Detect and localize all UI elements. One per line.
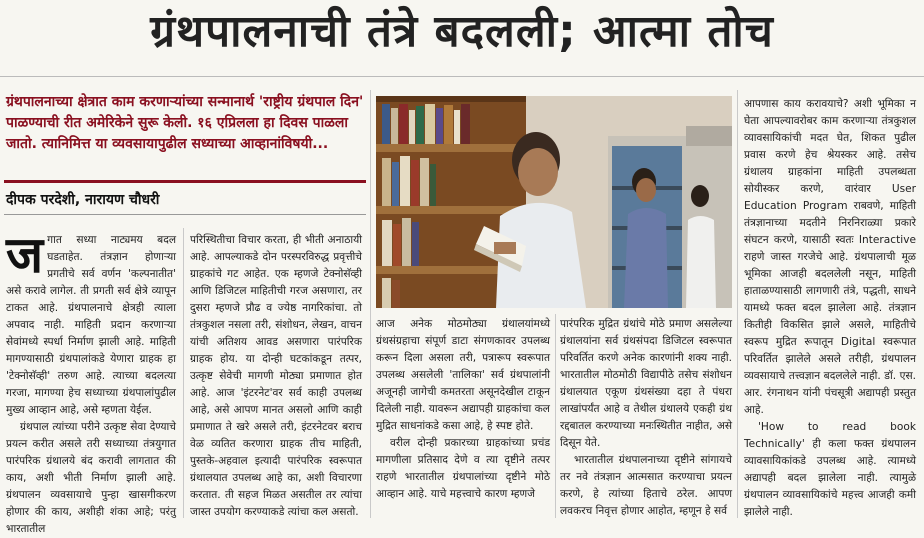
column-5-paragraph-2: 'How to read book Technically' ही कला फक्त ग्रंथपालन व्यावसायिकांकडे उपलब्ध आहे. त्यामध्ये अद्यापही बदल झालेला नाही. त्यामुळे ग्रंथपालन व्यावसायिकांचे महत्त्व आजही कमी झालेले नाही. (744, 421, 916, 518)
column-1 (6, 226, 176, 535)
column-4-paragraph-1: पारंपरिक मुद्रित ग्रंथांचे मोठे प्रमाण असलेल्या ग्रंथालयांना सर्व ग्रंथसंपदा डिजिटल स्वरूपात परिवर्तित करणे अनेक कारणांनी शक्य नाही. भारतातील मोठमोठी विद्यापीठे तसेच संशोधन ग्रंथालयात एकूण ग्रंथसंख्या दहा ते पंधरा लाखांपर्यंत आहे व तेथील ग्रंथालये एकही ग्रंथ रद्दबातल करण्याच्या मनःस्थितीत नाहीत, असे दिसून येते. (560, 318, 732, 449)
column-4-paragraph-2: भारतातील ग्रंथपालनाच्या दृष्टीने सांगायचे तर नवे तंत्रज्ञान आत्मसात करण्याचा प्रयत्न करणे, हे त्यांच्या हिताचे ठरेल. आपण लवकरच निवृत्त होणार आहोत, म्हणून हे सर्व (560, 454, 732, 517)
drop-cap: ज (6, 226, 44, 284)
article-headline: ग्रंथपालनाची तंत्रे बदलली; आत्मा तोच (150, 6, 774, 57)
column-5-paragraph-1: आपणास काय करावयाचे? अशी भूमिका न घेता आपल्यावरोबर काम करणाऱ्या तंत्रकुशल व्यावसायिकांची मदत घेत, शिकत पुढील प्रवास करणे हेच श्रेयस्कर आहे. तसेच ग्रंथालय ग्राहकांना माहिती उपलब्धता सोयीस्कर करणे, वारंवार User Education Program राबवणे, माहिती तंत्रज्ञानाच्या मदतीने निरनिराळ्या प्रकारे संघटन करणे, यासाठी स्वतः Interactive राहणे जास्त गरजेचे आहे. ग्रंथपालाची मूळ भूमिका आजही बदललेली नसून, माहिती हाताळण्यासाठी लागणारी तंत्रे, पद्धती, साधने यामध्ये फक्त बदल झालेला आहे. तंत्रज्ञान कितीही विकसित झाले असले, माहितीचे स्वरूप मुद्रित रूपातून Digital स्वरूपात परिवर्तित झालेले असले तरीही, ग्रंथपालन व्यवसायाचे तत्त्वज्ञान बदललेले नाही. डॉ. एस. आर. रंगनाथन यांनी पंचसूत्री अद्यापही प्रस्तुत आहे. (744, 98, 916, 416)
headline-divider (0, 76, 924, 77)
column-3-paragraph-2: वरील दोन्ही प्रकारच्या ग्राहकांच्या प्रचंड मागणीला प्रतिसाद देणे व त्या दृष्टीने तत्पर राहणे भारतातील ग्रंथपालांच्या दृष्टीने मोठे आव्हान आहे. याचे महत्त्वाचे कारण म्हणजे (376, 437, 550, 500)
library-photo-illustration (376, 96, 732, 308)
article-byline: दीपक परदेशी, नारायण चौधरी (6, 192, 160, 208)
column-divider (370, 90, 371, 518)
column-2-paragraph-1: परिस्थितीचा विचार करता, ही भीती अनाठायी आहे. आपल्याकडे दोन परस्परविरुद्ध प्रवृत्तीचे ग्राहकांचे गट आहेत. एक म्हणजे टेक्नोसॅव्ही आणि डिजिटल माहितीची गरज असणारा, तर दुसरा म्हणजे प्रौढ व ज्येष्ठ नागरिकांचा. तो तंत्रकुशल नसला तरी, संशोधन, लेखन, वाचन यांची अतिशय आवड असणारा पारंपरिक ग्राहक होय. या दोन्ही घटकांकडून तत्पर, उत्कृष्ट सेवेची मागणी मोठ्या प्रमाणात होत आहे. आज 'इंटरनेट'वर सर्व काही उपलब्ध आहे, असे आपण मानत असलो आणि काही प्रमाणात ते खरे असले तरी, इंटरनेटवर बराच वेळ व्यतित करणारा ग्राहक तीच माहिती, पुस्तके-अहवाल इत्यादी पारंपरिक स्वरूपात ग्रंथालयात उपलब्ध आहे का, अशी विचारणा करतात. ती सहज मिळत असतील तर त्यांचा जास्त उपयोग करण्याकडे त्यांचा कल असतो. (190, 234, 362, 518)
column-2 (190, 232, 362, 518)
byline-divider (4, 214, 366, 215)
library-photo (376, 96, 732, 308)
column-5 (744, 96, 916, 518)
column-1-paragraph-2: ग्रंथपाल त्यांच्या परीने उत्कृष्ट सेवा देण्याचे प्रयत्न करीत असले तरी सध्याच्या तंत्रयुगात पारंपरिक ग्रंथालये बंद करावी लागतात की काय, अशी भीती निर्माण झाली आहे. ग्रंथपालन व्यवसायाचे पुन्हा खासगीकरण होणार की काय, अशीही शंका आहे; परंतु भारतातील (6, 421, 176, 535)
column-divider (555, 314, 556, 518)
column-1-paragraph-1: गात सध्या नाट्यमय बदल घडताहेत. तंत्रज्ञान होणाऱ्या प्रगतीचे सर्व वर्णन 'कल्पनातीत' असे करावे लागेल. ती प्रगती सर्व क्षेत्रे व्यापून टाकत आहे. ग्रंथपालनाचे क्षेत्रही त्याला अपवाद नाही. माहिती प्रदान करणाऱ्या सेवांमध्ये स्पर्धा निर्माण झाली आहे. माहिती मागण्यासाठी ग्रंथपालांकडे येणारा ग्राहक हा 'टेक्नोसॅव्ही' तरुण आहे. त्याच्या बदलत्या गरजा, मागण्या हेच सध्याच्या ग्रंथपालांपुढील मुख्य आव्हान आहे, असे म्हणता येईल. (6, 234, 176, 416)
column-3-paragraph-1: आज अनेक मोठमोठ्या ग्रंथालयांमध्ये ग्रंथसंग्रहाचा संपूर्ण डाटा संगणकावर उपलब्ध करून दिला असला तरी, पत्रारूप स्वरूपात उपलब्ध असलेली 'तालिका' सर्व ग्रंथपालांनी अजूनही जागेची कमतरता असूनदेखील टाकून दिलेली नाही. यावरून अद्यापही ग्राहकांचा कल मुद्रित साधनांकडे कसा आहे, हे स्पष्ट होते. (376, 318, 550, 432)
deck-divider (4, 180, 366, 183)
article-deck: ग्रंथपालनाच्या क्षेत्रात काम करणाऱ्यांच्या सन्मानार्थ 'राष्ट्रीय ग्रंथपाल दिन' पाळण्याची रीत अमेरिकेने सुरू केली. १६ एप्रिलला हा दिवस पाळला जातो. त्यानिमित्त या व्यवसायापुढील सध्याच्या आव्हानांविषयी... (6, 94, 364, 152)
column-divider (737, 90, 738, 518)
column-divider (183, 228, 184, 518)
column-4 (560, 316, 732, 518)
column-3 (376, 316, 550, 518)
